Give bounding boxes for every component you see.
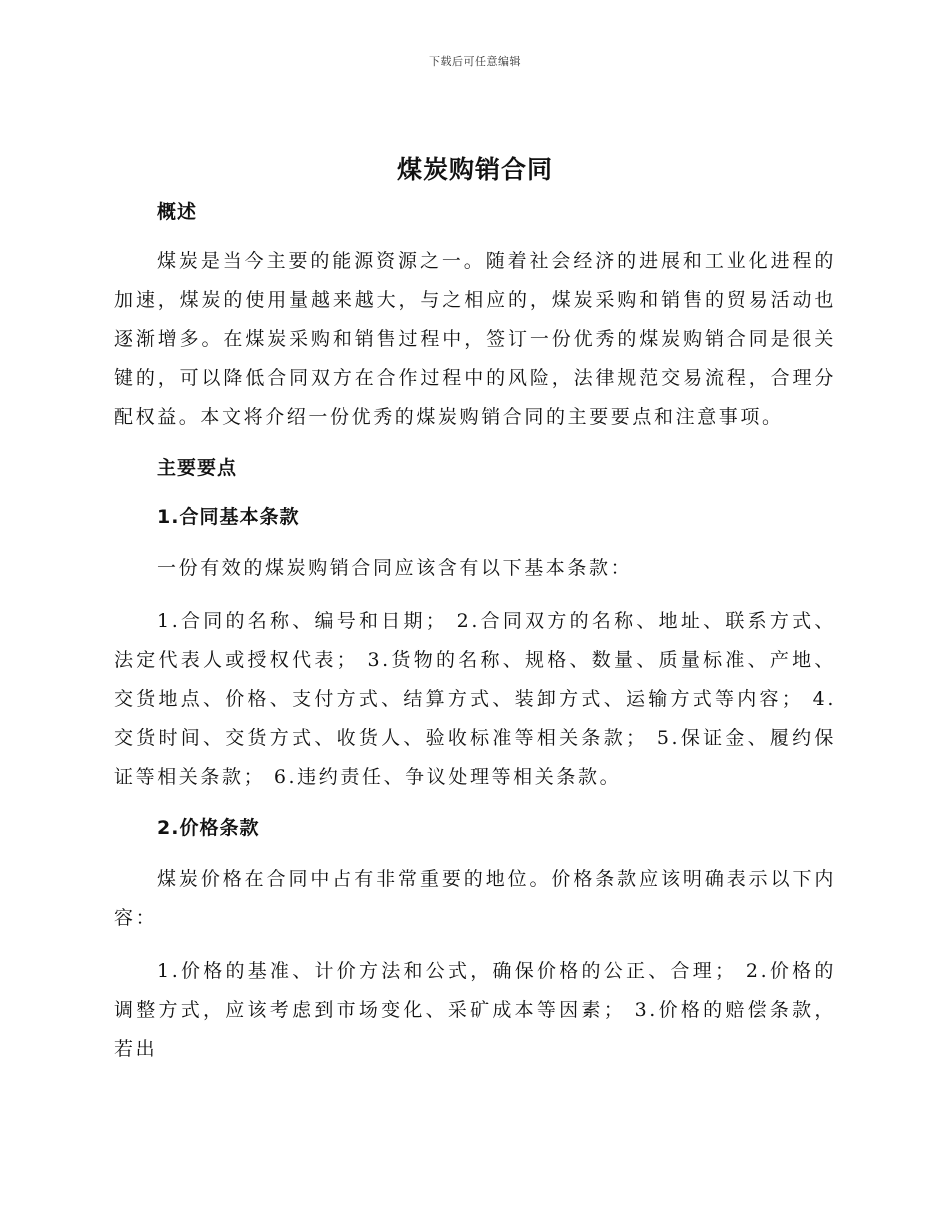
overview-heading: 概述 — [157, 201, 198, 223]
section2-intro: 煤炭价格在合同中占有非常重要的地位。价格条款应该明确表示以下内容： — [114, 868, 836, 929]
section2-heading: 2.价格条款 — [157, 817, 260, 839]
overview-paragraph: 煤炭是当今主要的能源资源之一。随着社会经济的进展和工业化进程的加速，煤炭的使用量越来越大，与之相应的，煤炭采购和销售的贸易活动也逐渐增多。在煤炭采购和销售过程中，签订一份优秀的煤炭购销合同是很关键的，可以降低合同双方在合作过程中的风险，法律规范交易流程，合理分配权益。本文将介绍一份优秀的煤炭购销合同的主要要点和注意事项。 — [114, 250, 836, 428]
section2-body: 1.价格的基准、计价方法和公式，确保价格的公正、合理； 2.价格的调整方式，应该考虑到市场变化、采矿成本等因素； 3.价格的赔偿条款，若出 — [114, 960, 836, 1060]
document-title: 煤炭购销合同 — [396, 155, 553, 184]
page-header-note: 下载后可任意编辑 — [429, 55, 521, 68]
section1-heading: 1.合同基本条款 — [157, 506, 300, 528]
section1-intro: 一份有效的煤炭购销合同应该含有以下基本条款： — [157, 557, 633, 579]
document-body — [114, 195, 836, 1069]
main-points-heading: 主要要点 — [157, 457, 238, 479]
section1-body: 1.合同的名称、编号和日期； 2.合同双方的名称、地址、联系方式、法定代表人或授权代表； 3.货物的名称、规格、数量、质量标准、产地、交货地点、价格、支付方式、结算方式、装卸方式、运输方式等内容； 4.交货时间、交货方式、收货人、验收标准等相关条款； 5.保证金、履约保证等相关条款； 6.违约责任、争议处理等相关条款。 — [114, 610, 836, 788]
